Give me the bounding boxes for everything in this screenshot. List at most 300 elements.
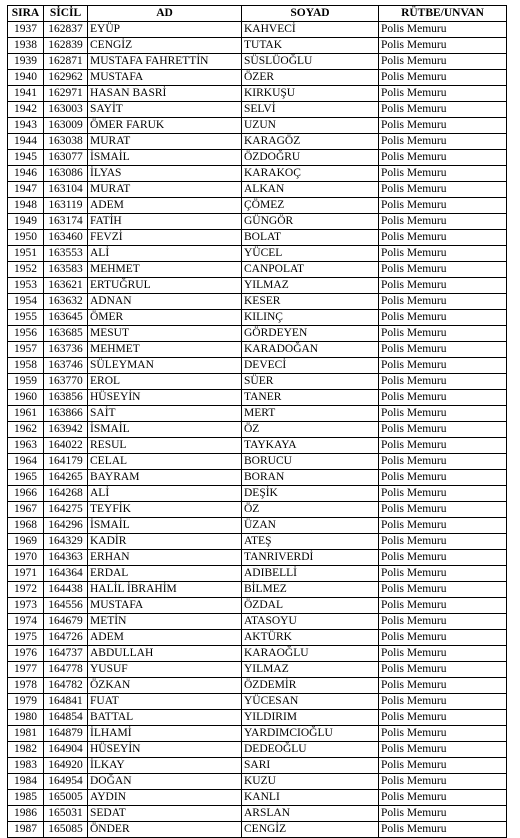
header-unvan: RÜTBE/UNVAN	[379, 6, 507, 22]
cell-unvan: Polis Memuru	[379, 630, 507, 646]
cell-unvan: Polis Memuru	[379, 214, 507, 230]
cell-sicil: 164022	[44, 438, 88, 454]
cell-sicil: 163736	[44, 342, 88, 358]
cell-sicil: 165031	[44, 806, 88, 822]
table-row	[8, 662, 507, 678]
table-header	[8, 6, 507, 22]
cell-unvan: Polis Memuru	[379, 598, 507, 614]
cell-sira: 1966	[8, 486, 44, 502]
cell-sira: 1950	[8, 230, 44, 246]
cell-soyad: BİLMEZ	[242, 582, 379, 598]
cell-ad: HÜSEYİN	[88, 742, 242, 758]
table-row	[8, 246, 507, 262]
personnel-list-sheet	[7, 5, 507, 838]
cell-sira: 1952	[8, 262, 44, 278]
cell-sicil: 164726	[44, 630, 88, 646]
table-row	[8, 486, 507, 502]
table-body	[8, 22, 507, 838]
cell-sicil: 163856	[44, 390, 88, 406]
cell-unvan: Polis Memuru	[379, 358, 507, 374]
cell-sira: 1973	[8, 598, 44, 614]
cell-sira: 1945	[8, 150, 44, 166]
cell-ad: SAYİT	[88, 102, 242, 118]
cell-sicil: 163583	[44, 262, 88, 278]
cell-sira: 1965	[8, 470, 44, 486]
cell-sira: 1948	[8, 198, 44, 214]
cell-ad: CELAL	[88, 454, 242, 470]
cell-sira: 1938	[8, 38, 44, 54]
cell-soyad: BOLAT	[242, 230, 379, 246]
cell-sicil: 163942	[44, 422, 88, 438]
cell-soyad: ATEŞ	[242, 534, 379, 550]
cell-ad: ABDULLAH	[88, 646, 242, 662]
table-row	[8, 438, 507, 454]
table-row	[8, 54, 507, 70]
cell-soyad: YILMAZ	[242, 662, 379, 678]
cell-ad: RESUL	[88, 438, 242, 454]
cell-sicil: 164841	[44, 694, 88, 710]
table-row	[8, 230, 507, 246]
cell-sira: 1984	[8, 774, 44, 790]
cell-unvan: Polis Memuru	[379, 22, 507, 38]
table-row	[8, 342, 507, 358]
cell-soyad: ÖZER	[242, 70, 379, 86]
header-sira: SIRA	[8, 6, 44, 22]
cell-sira: 1960	[8, 390, 44, 406]
cell-unvan: Polis Memuru	[379, 278, 507, 294]
cell-sira: 1958	[8, 358, 44, 374]
cell-unvan: Polis Memuru	[379, 790, 507, 806]
table-row	[8, 630, 507, 646]
cell-sicil: 163077	[44, 150, 88, 166]
cell-ad: SÜLEYMAN	[88, 358, 242, 374]
cell-unvan: Polis Memuru	[379, 662, 507, 678]
cell-sicil: 165005	[44, 790, 88, 806]
cell-soyad: AKTÜRK	[242, 630, 379, 646]
table-row	[8, 358, 507, 374]
cell-soyad: ARSLAN	[242, 806, 379, 822]
table-row	[8, 534, 507, 550]
table-row	[8, 22, 507, 38]
cell-ad: CENGİZ	[88, 38, 242, 54]
table-row	[8, 150, 507, 166]
cell-sicil: 162837	[44, 22, 88, 38]
cell-ad: EYÜP	[88, 22, 242, 38]
cell-sicil: 164854	[44, 710, 88, 726]
cell-sira: 1976	[8, 646, 44, 662]
cell-ad: ADNAN	[88, 294, 242, 310]
cell-soyad: TANRIVERDİ	[242, 550, 379, 566]
cell-unvan: Polis Memuru	[379, 102, 507, 118]
cell-soyad: ÖZDOĞRU	[242, 150, 379, 166]
table-row	[8, 550, 507, 566]
cell-sicil: 164556	[44, 598, 88, 614]
cell-ad: ADEM	[88, 198, 242, 214]
cell-sira: 1963	[8, 438, 44, 454]
cell-sicil: 163009	[44, 118, 88, 134]
table-row	[8, 790, 507, 806]
cell-sira: 1983	[8, 758, 44, 774]
cell-sicil: 162871	[44, 54, 88, 70]
cell-ad: SEDAT	[88, 806, 242, 822]
cell-unvan: Polis Memuru	[379, 150, 507, 166]
cell-sira: 1957	[8, 342, 44, 358]
cell-sicil: 164329	[44, 534, 88, 550]
cell-ad: EROL	[88, 374, 242, 390]
cell-sicil: 163632	[44, 294, 88, 310]
cell-soyad: ALKAN	[242, 182, 379, 198]
table-row	[8, 806, 507, 822]
cell-soyad: UZUN	[242, 118, 379, 134]
cell-sira: 1985	[8, 790, 44, 806]
cell-soyad: YÜCEL	[242, 246, 379, 262]
cell-ad: MEHMET	[88, 262, 242, 278]
table-row	[8, 454, 507, 470]
cell-ad: FATİH	[88, 214, 242, 230]
cell-sira: 1978	[8, 678, 44, 694]
cell-unvan: Polis Memuru	[379, 742, 507, 758]
table-row	[8, 86, 507, 102]
cell-soyad: DEVECİ	[242, 358, 379, 374]
table-row	[8, 582, 507, 598]
cell-soyad: ÖZDAL	[242, 598, 379, 614]
cell-ad: HASAN BASRİ	[88, 86, 242, 102]
table-row	[8, 566, 507, 582]
table-row	[8, 646, 507, 662]
cell-sicil: 164782	[44, 678, 88, 694]
header-ad: AD	[88, 6, 242, 22]
cell-sicil: 163685	[44, 326, 88, 342]
cell-ad: İLKAY	[88, 758, 242, 774]
table-row	[8, 310, 507, 326]
cell-soyad: KARAGÖZ	[242, 134, 379, 150]
cell-unvan: Polis Memuru	[379, 166, 507, 182]
cell-unvan: Polis Memuru	[379, 134, 507, 150]
cell-soyad: ÖZ	[242, 422, 379, 438]
cell-soyad: KUZU	[242, 774, 379, 790]
cell-unvan: Polis Memuru	[379, 374, 507, 390]
cell-sira: 1953	[8, 278, 44, 294]
cell-unvan: Polis Memuru	[379, 422, 507, 438]
table-row	[8, 70, 507, 86]
cell-unvan: Polis Memuru	[379, 822, 507, 838]
cell-soyad: DEŞİK	[242, 486, 379, 502]
cell-ad: ÖNDER	[88, 822, 242, 838]
cell-soyad: SELVİ	[242, 102, 379, 118]
table-row	[8, 134, 507, 150]
cell-sira: 1971	[8, 566, 44, 582]
cell-ad: FEVZİ	[88, 230, 242, 246]
cell-ad: İSMAİL	[88, 422, 242, 438]
cell-unvan: Polis Memuru	[379, 566, 507, 582]
cell-sicil: 163460	[44, 230, 88, 246]
cell-unvan: Polis Memuru	[379, 646, 507, 662]
cell-unvan: Polis Memuru	[379, 246, 507, 262]
table-row	[8, 166, 507, 182]
cell-unvan: Polis Memuru	[379, 806, 507, 822]
table-row	[8, 678, 507, 694]
cell-sira: 1967	[8, 502, 44, 518]
cell-sicil: 163174	[44, 214, 88, 230]
cell-sicil: 163746	[44, 358, 88, 374]
table-row	[8, 742, 507, 758]
cell-sira: 1939	[8, 54, 44, 70]
table-row	[8, 822, 507, 838]
cell-unvan: Polis Memuru	[379, 678, 507, 694]
cell-sicil: 164275	[44, 502, 88, 518]
cell-sira: 1987	[8, 822, 44, 838]
cell-unvan: Polis Memuru	[379, 310, 507, 326]
cell-unvan: Polis Memuru	[379, 390, 507, 406]
cell-soyad: YILDIRIM	[242, 710, 379, 726]
personnel-table	[7, 5, 507, 838]
cell-unvan: Polis Memuru	[379, 38, 507, 54]
cell-sicil: 164879	[44, 726, 88, 742]
cell-sira: 1980	[8, 710, 44, 726]
table-row	[8, 38, 507, 54]
cell-unvan: Polis Memuru	[379, 710, 507, 726]
cell-unvan: Polis Memuru	[379, 774, 507, 790]
table-row	[8, 326, 507, 342]
cell-unvan: Polis Memuru	[379, 326, 507, 342]
cell-sira: 1962	[8, 422, 44, 438]
cell-sicil: 165085	[44, 822, 88, 838]
table-row	[8, 470, 507, 486]
cell-soyad: ÜZAN	[242, 518, 379, 534]
cell-sicil: 164778	[44, 662, 88, 678]
cell-soyad: KARAKOÇ	[242, 166, 379, 182]
cell-ad: ÖMER FARUK	[88, 118, 242, 134]
cell-sira: 1970	[8, 550, 44, 566]
cell-sira: 1940	[8, 70, 44, 86]
cell-sira: 1949	[8, 214, 44, 230]
cell-soyad: YÜCESAN	[242, 694, 379, 710]
cell-sira: 1972	[8, 582, 44, 598]
cell-soyad: TUTAK	[242, 38, 379, 54]
table-row	[8, 758, 507, 774]
cell-ad: ADEM	[88, 630, 242, 646]
cell-unvan: Polis Memuru	[379, 470, 507, 486]
cell-unvan: Polis Memuru	[379, 262, 507, 278]
cell-sicil: 163553	[44, 246, 88, 262]
table-row	[8, 710, 507, 726]
table-row	[8, 502, 507, 518]
table-row	[8, 390, 507, 406]
cell-soyad: KIRKUŞU	[242, 86, 379, 102]
cell-ad: FUAT	[88, 694, 242, 710]
cell-ad: MURAT	[88, 182, 242, 198]
table-row	[8, 518, 507, 534]
cell-soyad: SARI	[242, 758, 379, 774]
cell-sira: 1974	[8, 614, 44, 630]
cell-soyad: KILINÇ	[242, 310, 379, 326]
table-row	[8, 198, 507, 214]
cell-sira: 1947	[8, 182, 44, 198]
cell-unvan: Polis Memuru	[379, 438, 507, 454]
cell-unvan: Polis Memuru	[379, 294, 507, 310]
cell-sicil: 164737	[44, 646, 88, 662]
cell-sira: 1955	[8, 310, 44, 326]
cell-soyad: BORAN	[242, 470, 379, 486]
table-row	[8, 406, 507, 422]
cell-ad: MUSTAFA FAHRETTİN	[88, 54, 242, 70]
cell-soyad: SÜER	[242, 374, 379, 390]
cell-ad: HÜSEYİN	[88, 390, 242, 406]
table-row	[8, 118, 507, 134]
cell-unvan: Polis Memuru	[379, 54, 507, 70]
cell-sira: 1968	[8, 518, 44, 534]
cell-sicil: 164179	[44, 454, 88, 470]
cell-ad: MUSTAFA	[88, 598, 242, 614]
cell-unvan: Polis Memuru	[379, 342, 507, 358]
cell-sira: 1981	[8, 726, 44, 742]
cell-ad: ALİ	[88, 486, 242, 502]
cell-sicil: 163003	[44, 102, 88, 118]
cell-ad: ÖMER	[88, 310, 242, 326]
cell-sicil: 164265	[44, 470, 88, 486]
cell-sira: 1937	[8, 22, 44, 38]
cell-soyad: YARDIMCIOĞLU	[242, 726, 379, 742]
cell-soyad: GÜNGÖR	[242, 214, 379, 230]
cell-soyad: CENGİZ	[242, 822, 379, 838]
cell-soyad: KARAOĞLU	[242, 646, 379, 662]
cell-unvan: Polis Memuru	[379, 614, 507, 630]
cell-unvan: Polis Memuru	[379, 406, 507, 422]
cell-sicil: 164679	[44, 614, 88, 630]
cell-sicil: 163770	[44, 374, 88, 390]
cell-ad: İSMAİL	[88, 518, 242, 534]
cell-unvan: Polis Memuru	[379, 70, 507, 86]
cell-soyad: ÖZDEMİR	[242, 678, 379, 694]
cell-sira: 1959	[8, 374, 44, 390]
cell-soyad: TAYKAYA	[242, 438, 379, 454]
cell-sira: 1969	[8, 534, 44, 550]
cell-unvan: Polis Memuru	[379, 486, 507, 502]
cell-ad: KADİR	[88, 534, 242, 550]
cell-sicil: 164364	[44, 566, 88, 582]
cell-sicil: 164904	[44, 742, 88, 758]
table-row	[8, 598, 507, 614]
cell-sira: 1942	[8, 102, 44, 118]
cell-soyad: ADIBELLİ	[242, 566, 379, 582]
cell-ad: BATTAL	[88, 710, 242, 726]
cell-unvan: Polis Memuru	[379, 550, 507, 566]
table-row	[8, 262, 507, 278]
cell-ad: HALİL İBRAHİM	[88, 582, 242, 598]
cell-soyad: YILMAZ	[242, 278, 379, 294]
cell-sicil: 163119	[44, 198, 88, 214]
table-row	[8, 294, 507, 310]
table-row	[8, 694, 507, 710]
cell-soyad: KAHVECİ	[242, 22, 379, 38]
cell-ad: ERDAL	[88, 566, 242, 582]
cell-unvan: Polis Memuru	[379, 118, 507, 134]
cell-soyad: KANLI	[242, 790, 379, 806]
cell-sicil: 163621	[44, 278, 88, 294]
cell-sicil: 164954	[44, 774, 88, 790]
cell-ad: YUSUF	[88, 662, 242, 678]
cell-ad: BAYRAM	[88, 470, 242, 486]
table-row	[8, 374, 507, 390]
cell-sira: 1964	[8, 454, 44, 470]
cell-sira: 1975	[8, 630, 44, 646]
cell-sira: 1982	[8, 742, 44, 758]
cell-sicil: 163645	[44, 310, 88, 326]
cell-unvan: Polis Memuru	[379, 182, 507, 198]
cell-unvan: Polis Memuru	[379, 230, 507, 246]
cell-unvan: Polis Memuru	[379, 726, 507, 742]
cell-sicil: 163104	[44, 182, 88, 198]
cell-unvan: Polis Memuru	[379, 758, 507, 774]
table-row	[8, 774, 507, 790]
cell-unvan: Polis Memuru	[379, 86, 507, 102]
cell-ad: MURAT	[88, 134, 242, 150]
cell-ad: ALİ	[88, 246, 242, 262]
cell-sicil: 163866	[44, 406, 88, 422]
cell-soyad: ÇÖMEZ	[242, 198, 379, 214]
cell-soyad: CANPOLAT	[242, 262, 379, 278]
cell-sira: 1986	[8, 806, 44, 822]
cell-sicil: 162839	[44, 38, 88, 54]
cell-ad: İSMAİL	[88, 150, 242, 166]
table-row	[8, 614, 507, 630]
cell-unvan: Polis Memuru	[379, 454, 507, 470]
cell-sicil: 164363	[44, 550, 88, 566]
cell-soyad: KESER	[242, 294, 379, 310]
cell-ad: ERHAN	[88, 550, 242, 566]
cell-ad: DOĞAN	[88, 774, 242, 790]
cell-sira: 1951	[8, 246, 44, 262]
cell-soyad: BORUCU	[242, 454, 379, 470]
cell-unvan: Polis Memuru	[379, 534, 507, 550]
cell-ad: SAİT	[88, 406, 242, 422]
cell-unvan: Polis Memuru	[379, 502, 507, 518]
header-row	[8, 6, 507, 22]
table-row	[8, 422, 507, 438]
cell-sicil: 162971	[44, 86, 88, 102]
cell-sira: 1941	[8, 86, 44, 102]
cell-ad: İLYAS	[88, 166, 242, 182]
cell-sicil: 164268	[44, 486, 88, 502]
cell-sira: 1944	[8, 134, 44, 150]
cell-ad: ÖZKAN	[88, 678, 242, 694]
table-row	[8, 278, 507, 294]
cell-sira: 1954	[8, 294, 44, 310]
cell-sira: 1979	[8, 694, 44, 710]
cell-sicil: 163038	[44, 134, 88, 150]
cell-ad: AYDIN	[88, 790, 242, 806]
cell-ad: ERTUĞRUL	[88, 278, 242, 294]
cell-ad: TEYFİK	[88, 502, 242, 518]
cell-soyad: MERT	[242, 406, 379, 422]
cell-soyad: KARADOĞAN	[242, 342, 379, 358]
cell-sira: 1943	[8, 118, 44, 134]
cell-ad: MEHMET	[88, 342, 242, 358]
cell-sicil: 162962	[44, 70, 88, 86]
cell-sicil: 163086	[44, 166, 88, 182]
cell-soyad: SÜSLÜOĞLU	[242, 54, 379, 70]
cell-unvan: Polis Memuru	[379, 694, 507, 710]
cell-soyad: DEDEOĞLU	[242, 742, 379, 758]
table-row	[8, 102, 507, 118]
cell-sicil: 164438	[44, 582, 88, 598]
cell-sira: 1946	[8, 166, 44, 182]
cell-unvan: Polis Memuru	[379, 582, 507, 598]
cell-ad: METİN	[88, 614, 242, 630]
cell-soyad: GÖRDEYEN	[242, 326, 379, 342]
cell-sicil: 164920	[44, 758, 88, 774]
table-row	[8, 182, 507, 198]
